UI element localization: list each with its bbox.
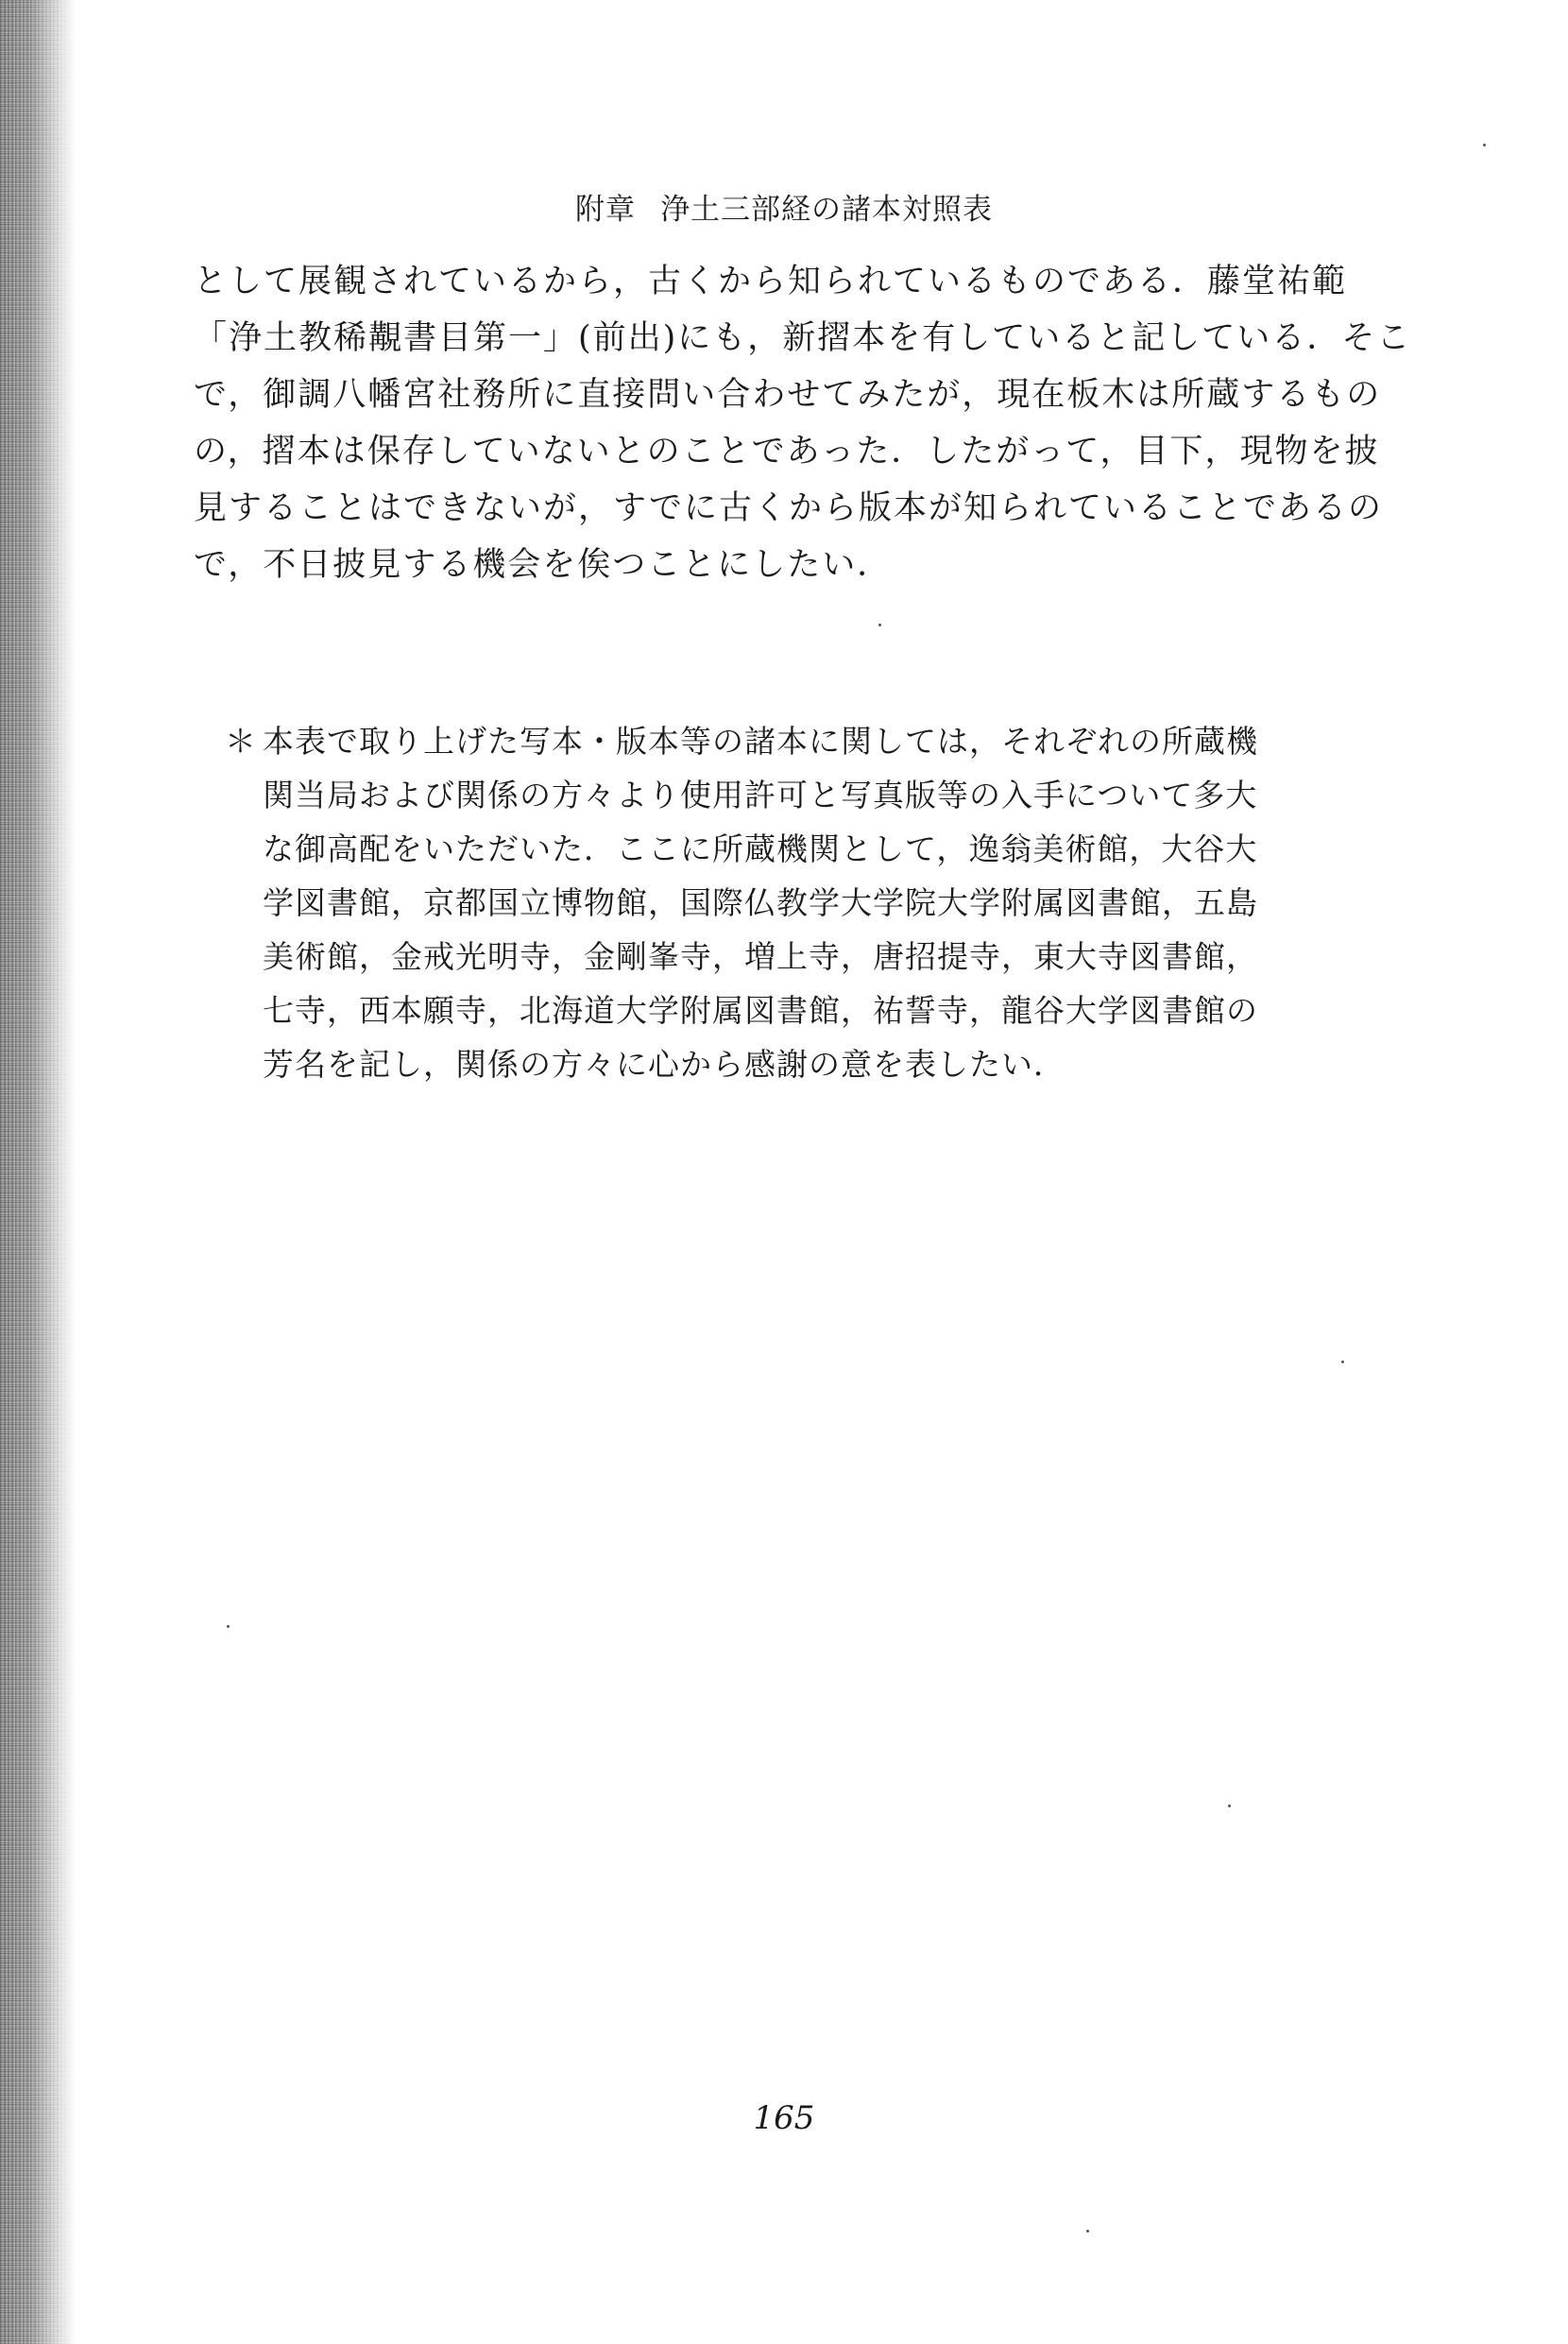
note-line bbox=[225, 714, 1292, 768]
note-line: 関当局および関係の方々より使用許可と写真版等の入手について多大 bbox=[263, 777, 1258, 813]
note-line: 美術館，金戒光明寺，金剛峯寺，増上寺，唐招提寺，東大寺図書館， bbox=[263, 938, 1258, 975]
scan-speck bbox=[1341, 1360, 1344, 1363]
acknowledgement-note bbox=[225, 714, 1292, 1091]
running-head-title: 浄土三部経の諸本対照表 bbox=[660, 193, 993, 227]
body-line: として展観されているから，古くから知られているものである．藤堂祐範 bbox=[194, 263, 1348, 300]
scan-speck bbox=[1228, 1805, 1231, 1807]
body-line: 「浄土教稀覯書目第一」(前出)にも，新摺本を有していると記している．そこ bbox=[194, 319, 1412, 357]
note-line: 七寺，西本願寺，北海道大学附属図書館，祐誓寺，龍谷大学図書館の bbox=[263, 992, 1258, 1029]
scan-speck bbox=[1086, 2230, 1089, 2233]
running-head bbox=[0, 185, 1568, 228]
body-line: で，不日披見する機会を俟つことにしたい． bbox=[194, 546, 893, 584]
binding-edge-shadow bbox=[0, 0, 76, 2344]
note-line: 芳名を記し，関係の方々に心から感謝の意を表したい． bbox=[263, 1046, 1065, 1083]
note-asterisk-mark: ＊ bbox=[225, 723, 257, 760]
running-head-chapter: 附章 bbox=[575, 193, 636, 227]
note-line: な御高配をいただいた．ここに所蔵機関として，逸翁美術館，大谷大 bbox=[263, 830, 1258, 867]
body-paragraph bbox=[194, 253, 1412, 593]
scan-speck bbox=[227, 1625, 230, 1628]
body-line: の，摺本は保存していないとのことであった．したがって，目下，現物を披 bbox=[194, 433, 1380, 471]
note-line-text: 本表で取り上げた写本・版本等の諸本に関しては，それぞれの所蔵機 bbox=[263, 723, 1258, 760]
scan-speck bbox=[1483, 144, 1486, 146]
scan-speck bbox=[878, 624, 881, 626]
page-number: 165 bbox=[753, 2099, 815, 2137]
note-line: 学図書館，京都国立博物館，国際仏教学大学院大学附属図書館，五島 bbox=[263, 884, 1258, 921]
body-line: 見することはできないが，すでに古くから版本が知られていることであるの bbox=[194, 489, 1384, 527]
body-line: で，御調八幡宮社務所に直接問い合わせてみたが，現在板木は所蔵するもの bbox=[194, 376, 1382, 414]
